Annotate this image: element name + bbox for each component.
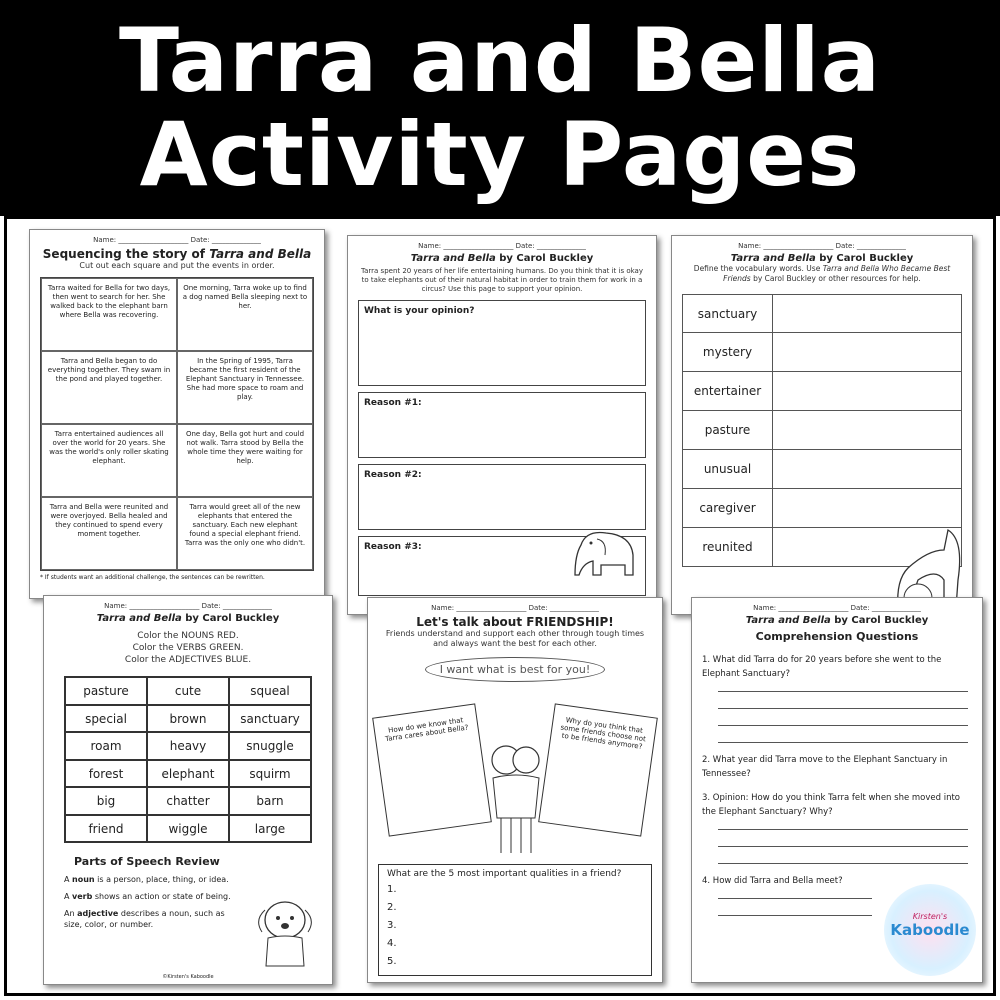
reason-box xyxy=(358,536,646,596)
name-date-line: Name: ____________________ Date: ______________ xyxy=(753,604,921,612)
review-title: Parts of Speech Review xyxy=(74,855,220,868)
vocab-row: unusual xyxy=(682,450,962,489)
sequence-card: Tarra would greet all of the new elephants that entered the sanctuary. Each new elephant found a special elephant friend. Tarra was the only one who didn't. xyxy=(177,497,313,570)
name-date-line: Name: ____________________ Date: ______________ xyxy=(738,242,906,250)
qualities-lines: 1. 2. 3. 4. 5. xyxy=(387,884,397,967)
sequence-card: One morning, Tarra woke up to find a dog named Bella sleeping next to her. xyxy=(177,278,313,351)
vocab-row: reunited xyxy=(682,528,962,567)
title-banner xyxy=(0,0,1000,216)
intro-text: Define the vocabulary words. Use Tarra and Bella Who Became Best Friends by Carol Buckley or other resources for help. xyxy=(693,264,951,283)
vocab-row: entertainer xyxy=(682,372,962,411)
copyright: ©Kirsten's Kaboodle xyxy=(162,974,214,980)
preview-frame xyxy=(4,216,996,996)
opinion-box: What is your opinion? xyxy=(358,300,646,386)
word-grid: pasture cute squeal special brown sanctuary roam heavy snuggle forest elephant squirm big chatter barn friend wiggle large xyxy=(64,676,312,843)
review-text: A noun is a person, place, thing, or idea. A verb shows an action or state of being. An adjective describes a noun, such as size, color, or number. xyxy=(64,875,231,929)
sequence-card: In the Spring of 1995, Tarra became the first resident of the Elephant Sanctuary in Tennessee. She had more space to roam and play. xyxy=(177,351,313,424)
page-title: Sequencing the story of Tarra and Bella xyxy=(42,247,312,261)
page-comprehension xyxy=(691,597,983,983)
sequence-card: Tarra and Bella began to do everything together. They swam in the pond and played together. xyxy=(41,351,177,424)
sequence-card: Tarra waited for Bella for two days, then went to search for her. She walked back to the elephant barn where Bella was recovering. xyxy=(41,278,177,351)
qualities-box xyxy=(378,864,652,976)
question-4: 4. How did Tarra and Bella meet? xyxy=(702,876,843,886)
kaboodle-logo: Kirsten's Kaboodle xyxy=(884,884,976,976)
dog-icon xyxy=(250,890,320,970)
sign-left: How do we know that Tarra cares about Bella? xyxy=(372,703,492,836)
intro-text: Tarra spent 20 years of her life entertaining humans. Do you think that it is okay to take elephants out of their natural habitat in order to train them for work in a circus? Use this page to support your opinion. xyxy=(361,267,643,293)
page-vocabulary xyxy=(671,235,973,615)
vocab-row: mystery xyxy=(682,333,962,372)
page-opinion xyxy=(347,235,657,615)
page-sequencing xyxy=(29,229,325,599)
reason-box: Reason #2: xyxy=(358,464,646,530)
question-1: 1. What did Tarra do for 20 years before she went to the Elephant Sanctuary? xyxy=(702,655,942,679)
subtitle: Friends understand and support each other through tough times and always want the best for each other. xyxy=(385,629,645,648)
name-date-line: Name: ____________________ Date: ______________ xyxy=(431,604,599,612)
banner-line-2: Activity Pages xyxy=(139,103,861,206)
qualities-question: What are the 5 most important qualities in a friend? xyxy=(387,869,622,879)
footnote: * If students want an additional challenge, the sentences can be rewritten. xyxy=(40,574,265,581)
speech-bubble: I want what is best for you! xyxy=(425,657,605,682)
page-title: Tarra and Bella by Carol Buckley xyxy=(410,253,594,264)
page-title: Tarra and Bella by Carol Buckley xyxy=(730,253,914,264)
hugging-kids-icon xyxy=(481,738,551,858)
name-date-line: Name: ____________________ Date: ______________ xyxy=(93,236,261,244)
elephant-icon xyxy=(561,525,641,580)
name-date-line: Name: ____________________ Date: ______________ xyxy=(418,242,586,250)
color-instructions: Color the NOUNS RED. Color the VERBS GREEN. Color the ADJECTIVES BLUE. xyxy=(124,631,252,665)
sequence-card: Tarra and Bella were reunited and were overjoyed. Bella healed and they continued to spend every moment together. xyxy=(41,497,177,570)
section-title: Comprehension Questions xyxy=(755,630,919,643)
page-title: Let's talk about FRIENDSHIP! xyxy=(416,615,614,629)
sequence-card: One day, Bella got hurt and could not walk. Tarra stood by Bella the whole time they were waiting for help. xyxy=(177,424,313,497)
vocab-row: sanctuary xyxy=(682,294,962,333)
reason-box: Reason #1: xyxy=(358,392,646,458)
page-title: Tarra and Bella by Carol Buckley xyxy=(745,615,929,626)
page-parts-of-speech xyxy=(43,595,333,985)
vocab-row: caregiver xyxy=(682,489,962,528)
sign-right: Why do you think that some friends choose not to be friends anymore? xyxy=(538,703,658,836)
question-2: 2. What year did Tarra move to the Elephant Sanctuary in Tennessee? xyxy=(702,755,948,779)
instructions: Cut out each square and put the events in order. xyxy=(79,261,275,270)
reason-label: Reason #3: xyxy=(364,542,422,552)
banner-line-1: Tarra and Bella xyxy=(118,9,881,112)
vocab-row: pasture xyxy=(682,411,962,450)
name-date-line: Name: ____________________ Date: ______________ xyxy=(104,602,272,610)
sequence-grid xyxy=(40,277,314,571)
page-friendship xyxy=(367,597,663,983)
page-title: Tarra and Bella by Carol Buckley xyxy=(96,613,280,624)
question-3: 3. Opinion: How do you think Tarra felt when she moved into the Elephant Sanctuary? Why? xyxy=(702,793,961,817)
sequence-card: Tarra entertained audiences all over the world for 20 years. She was the world's only roller skating elephant. xyxy=(41,424,177,497)
